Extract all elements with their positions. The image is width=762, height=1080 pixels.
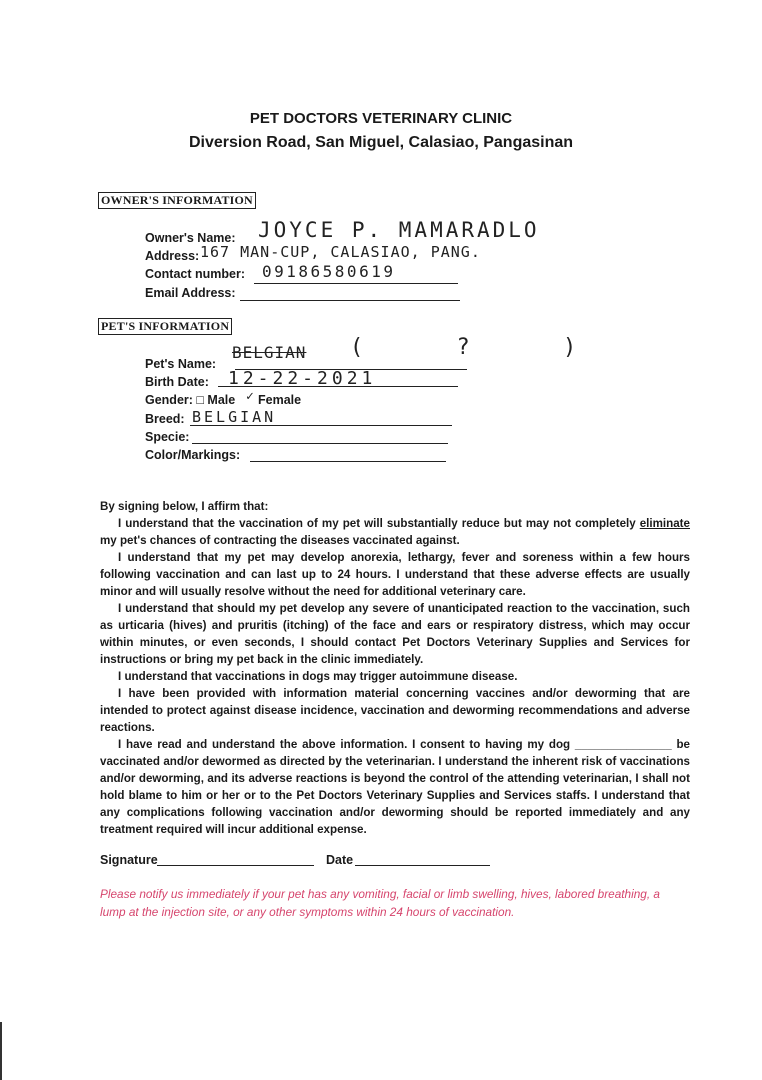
consent-paragraph-4: I understand that vaccinations in dogs may trigger autoimmune disease. bbox=[118, 670, 518, 683]
contact-value: 09186580619 bbox=[262, 262, 396, 281]
specie-label: Specie: bbox=[145, 430, 190, 444]
date-line bbox=[355, 865, 490, 866]
date-label: Date bbox=[326, 853, 354, 867]
consent-paragraph-5: I have been provided with information material concerning vaccines and/or deworming that are intended to protect against disease incidence, vaccination and deworming recommendations and adverse reactions. bbox=[100, 687, 690, 734]
pet-name-label: Pet's Name: bbox=[145, 357, 217, 371]
specie-line bbox=[192, 443, 448, 444]
color-markings-line bbox=[250, 461, 446, 462]
gender-label: Gender: □ Male bbox=[145, 393, 236, 407]
color-markings-label: Color/Markings: bbox=[145, 448, 241, 462]
breed-value: BELGIAN bbox=[192, 408, 277, 426]
signature-line bbox=[157, 865, 314, 866]
birth-date-line bbox=[218, 386, 458, 387]
birth-date-value: 12-22-2021 bbox=[228, 368, 377, 389]
birth-date-label: Birth Date: bbox=[145, 375, 209, 389]
consent-intro: By signing below, I affirm that: bbox=[100, 500, 269, 513]
clinic-address: Diversion Road, San Miguel, Calasiao, Pangasinan bbox=[188, 134, 574, 151]
consent-paragraph-2: I understand that my pet may develop anorexia, lethargy, fever and soreness within a few hours following vaccination and can last up to 24 hours. I understand that these adverse effects are usually minor and will usually resolve without the need for additional veterinary care. bbox=[100, 551, 690, 598]
clinic-name: PET DOCTORS VETERINARY CLINIC bbox=[249, 110, 513, 127]
scan-edge-mark bbox=[0, 1022, 2, 1080]
pet-section-heading: PET'S INFORMATION bbox=[98, 318, 232, 335]
notice-text: Please notify us immediately if your pet has any vomiting, facial or limb swelling, hives, labored breathing, a lump at the injection site, or any other symptoms within 24 hours of vaccination. bbox=[100, 887, 660, 919]
breed-line bbox=[190, 425, 452, 426]
consent-p1-end: my pet's chances of contracting the diseases vaccinated against. bbox=[100, 534, 460, 547]
consent-statement bbox=[100, 498, 690, 838]
consent-p1-underlined: eliminate bbox=[639, 517, 690, 530]
consent-paragraph-3: I understand that should my pet develop any severe of unanticipated reaction to the vaccination, such as urticaria (hives) and pruritis (itching) of the face and ears or respiratory distress, which may occur within minutes, or even seconds, I should contact Pet Doctors Veterinary Supplies and Services for instructions or bring my pet back in the clinic immediately. bbox=[100, 602, 690, 666]
contact-label: Contact number: bbox=[145, 267, 245, 281]
signature-label: Signature bbox=[100, 853, 158, 867]
email-line bbox=[240, 300, 460, 301]
contact-line bbox=[254, 283, 458, 284]
pet-name-struck: BELGIAN bbox=[232, 343, 307, 362]
breed-label: Breed: bbox=[145, 412, 185, 426]
email-label: Email Address: bbox=[145, 286, 236, 300]
owner-name-label: Owner's Name: bbox=[145, 231, 236, 245]
consent-p1-start: I understand that the vaccination of my pet will substantially reduce but may not completely bbox=[118, 517, 640, 530]
female-checkmark: ✓ bbox=[246, 389, 256, 404]
owner-name-value: JOYCE P. MAMARADLO bbox=[258, 218, 540, 242]
address-value: 167 MAN-CUP, CALASIAO, PANG. bbox=[200, 243, 481, 261]
owner-section-heading: OWNER'S INFORMATION bbox=[98, 192, 256, 209]
consent-paragraph-1 bbox=[100, 515, 690, 549]
consent-paragraph-6: I have read and understand the above information. I consent to having my dog _______________ be vaccinated and/or dewormed as directed by the veterinarian. I understand the inherent risk of vaccinations and/or deworming, and its adverse reactions is beyond the control of the attending veterinarian, I shall not hold blame to him or her or to the Pet Doctors Veterinary Supplies and Services staffs. I understand that any complications following vaccination and/or deworming should be reported immediately and any treatment required will incur additional expense. bbox=[100, 738, 690, 836]
address-label: Address: bbox=[145, 249, 200, 263]
gender-female-label: Female bbox=[258, 393, 302, 407]
pet-name-value: ( ? ) bbox=[350, 335, 617, 360]
